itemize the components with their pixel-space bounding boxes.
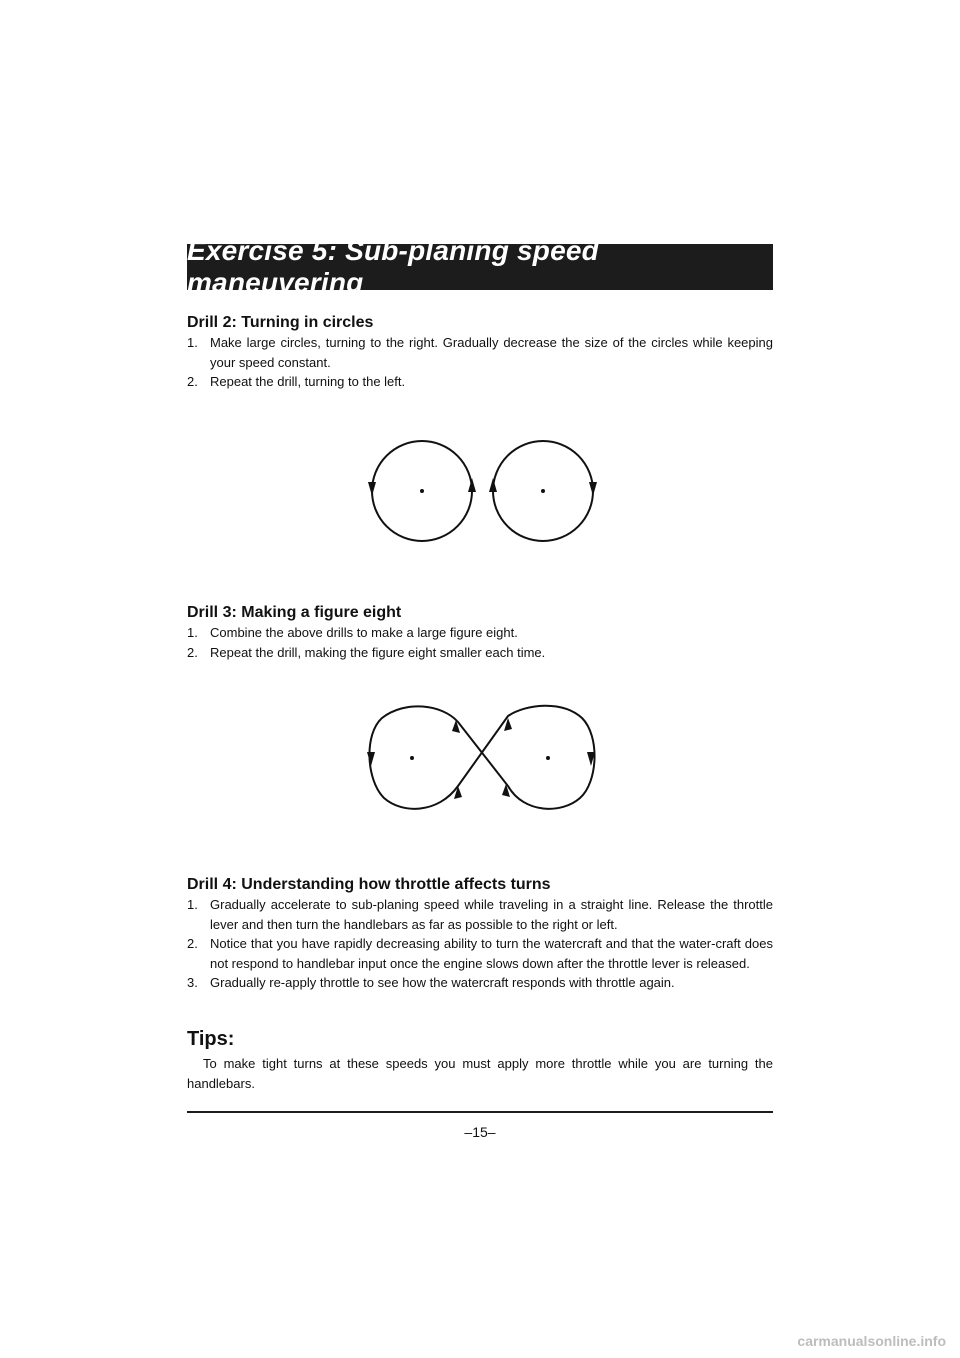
arrow-down-icon — [368, 482, 376, 496]
page-title: Exercise 5: Sub-planing speed maneuvering — [187, 235, 599, 298]
watermark: carmanualsonline.info — [797, 1333, 946, 1349]
arrow-up-icon — [468, 478, 476, 492]
step-number: 1. — [187, 897, 198, 912]
arrow-up-icon — [454, 786, 462, 799]
step-number: 2. — [187, 644, 198, 660]
center-dot — [546, 756, 550, 760]
drill4-steps — [187, 895, 773, 993]
step-number: 1. — [187, 625, 198, 640]
header-bar — [187, 235, 773, 298]
step-text: Make large circles, turning to the right. Gradually decrease the size of the circles while keeping your speed constant. — [210, 335, 773, 370]
center-dot — [541, 489, 545, 493]
list-item — [187, 934, 773, 973]
list-item — [187, 623, 773, 643]
list-item — [187, 333, 773, 372]
step-number: 3. — [187, 975, 198, 990]
center-dot — [410, 756, 414, 760]
step-number: 2. — [187, 374, 198, 389]
step-text: Repeat the drill, making the figure eight smaller each time. — [210, 644, 546, 660]
step-text: Repeat the drill, turning to the left. — [210, 374, 406, 389]
tips-title: Tips: — [187, 1028, 235, 1050]
page-number: –15– — [464, 1124, 496, 1140]
tips-text: To make tight turns at these speeds you must apply more throttle while you are turning the handlebars. — [187, 1056, 773, 1091]
list-item — [187, 895, 773, 934]
drill3-steps — [187, 623, 773, 662]
figure-eight-diagram — [360, 700, 610, 820]
drill4-title: Drill 4: Understanding how throttle affects turns — [187, 876, 551, 893]
step-number: 1. — [187, 335, 198, 350]
list-item — [187, 643, 773, 663]
drill2-steps — [187, 333, 773, 392]
arrow-up-icon — [489, 478, 497, 492]
circles-diagram — [360, 432, 610, 550]
list-item — [187, 372, 773, 392]
footer-divider — [187, 1111, 773, 1113]
step-text: Gradually re-apply throttle to see how the watercraft responds with throttle again. — [210, 975, 675, 990]
drill2-title: Drill 2: Turning in circles — [187, 314, 374, 331]
arrow-down-icon — [367, 752, 375, 766]
drill3-title: Drill 3: Making a figure eight — [187, 604, 402, 621]
center-dot — [420, 489, 424, 493]
step-text: Combine the above drills to make a large figure eight. — [210, 625, 518, 640]
arrow-down-icon — [589, 482, 597, 496]
step-text: Gradually accelerate to sub-planing speed while traveling in a straight line. Release the throttle lever and then turn the handlebars as far as possible to the right or left. — [210, 897, 773, 932]
step-number: 2. — [187, 936, 198, 951]
step-text: Notice that you have rapidly decreasing ability to turn the watercraft and that the water-craft does not respond to handlebar input once the engine slows down after the throttle lever is released. — [210, 936, 773, 971]
figure-eight-path — [369, 706, 594, 809]
list-item — [187, 973, 773, 993]
